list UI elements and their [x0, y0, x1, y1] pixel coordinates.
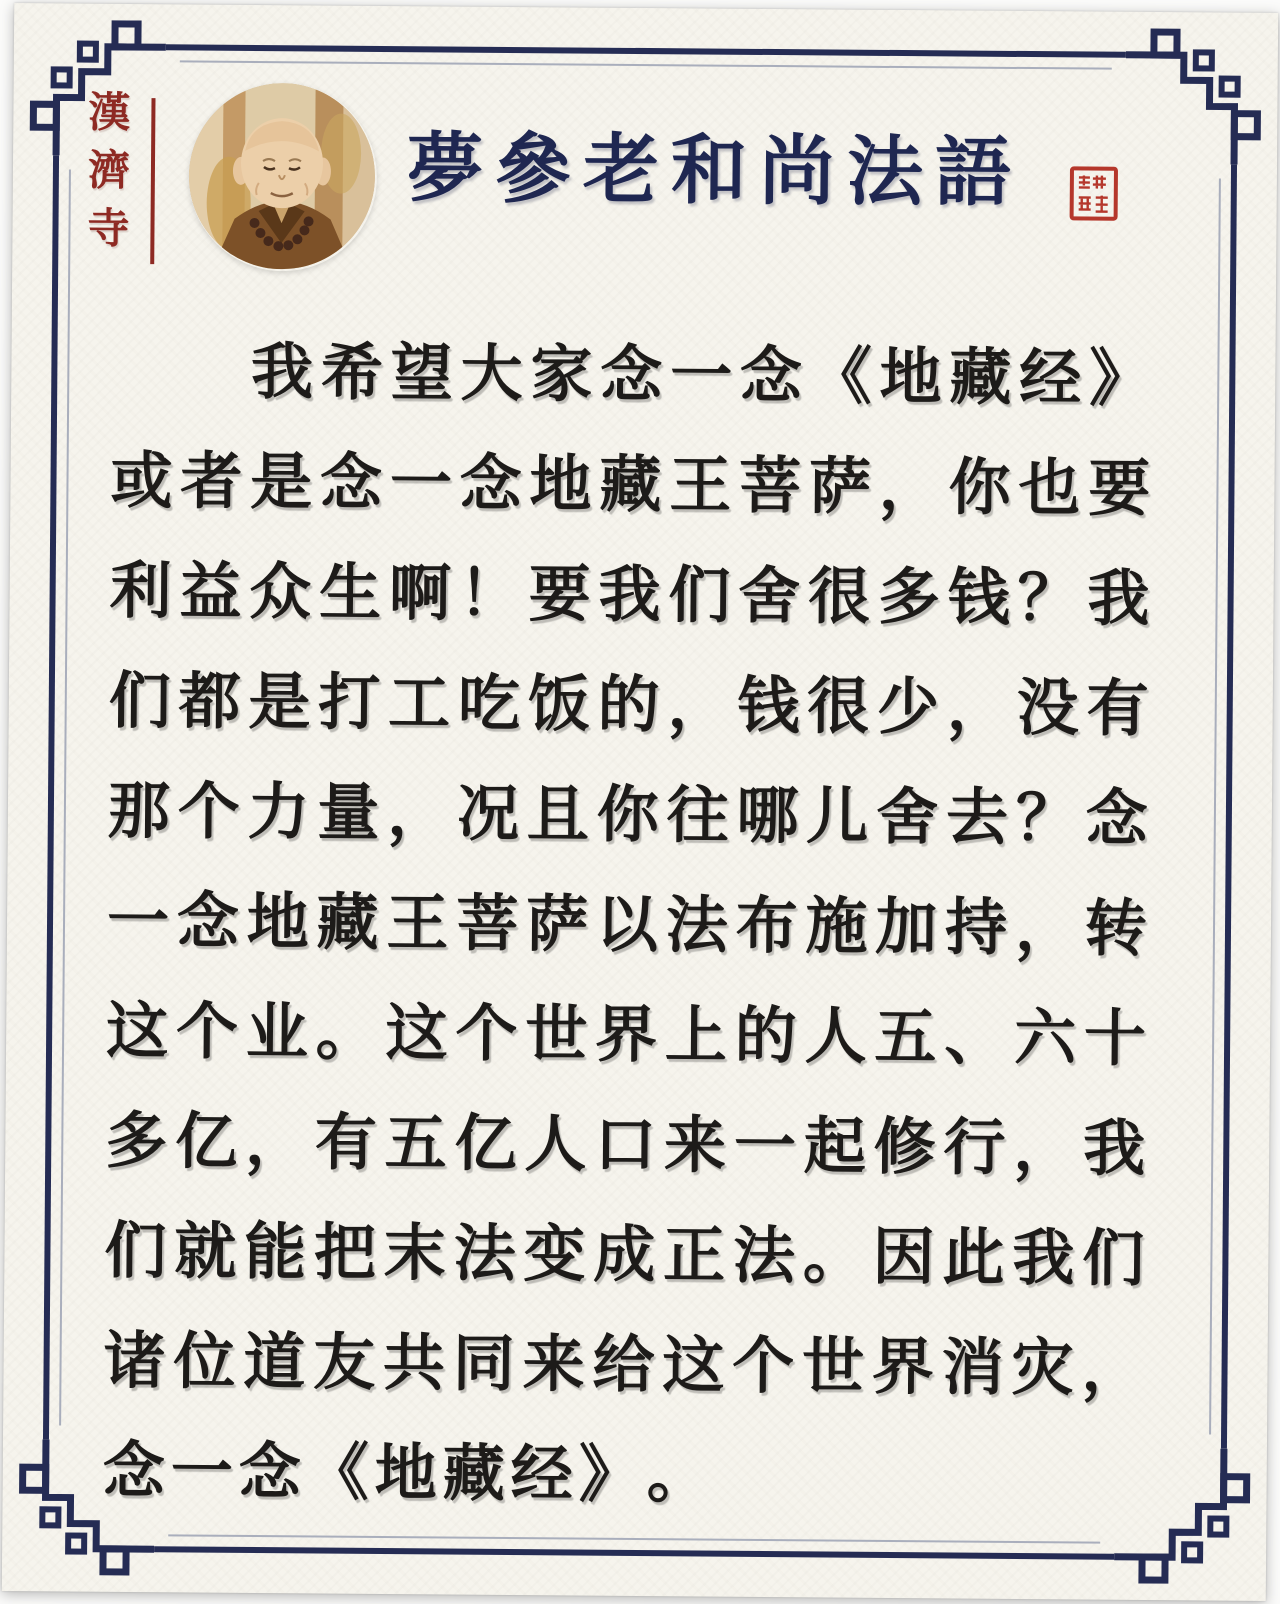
inner-line-bottom — [168, 1534, 1100, 1543]
inner-line-left — [59, 169, 71, 1425]
frame-line-right — [1221, 165, 1237, 1449]
poster-title: 夢參老和尚法語 — [406, 123, 1024, 217]
red-seal-stamp-icon — [1069, 165, 1119, 221]
text-line: 们 就 能 把 末 法 变 成 正 法 。 因 此 我 们 — [104, 1213, 1145, 1295]
text-line: 念 一 念 《 地 藏 经 》 。 — [102, 1433, 710, 1512]
text-line: 一 念 地 藏 王 菩 萨 以 法 布 施 加 持 ， 转 — [106, 883, 1148, 965]
text-line: 们 都 是 打 工 吃 饭 的 ， 钱 很 少 ， 没 有 — [108, 663, 1149, 745]
text-line: 利 益 众 生 啊 ！ 要 我 们 舍 很 多 钱 ？ 我 — [109, 553, 1150, 635]
frame-line-top — [166, 44, 1126, 58]
text-line: 这 个 业 。 这 个 世 界 上 的 人 五 、 六 十 — [105, 993, 1147, 1075]
monk-portrait-illustration — [188, 82, 375, 269]
frame-line-bottom — [154, 1546, 1114, 1560]
fret-corner-icon — [1125, 12, 1278, 165]
text-line: 或 者 是 念 一 念 地 藏 王 菩 萨 ， 你 也 要 — [110, 443, 1151, 525]
text-line: 那 个 力 量 ， 况 且 你 往 哪 儿 舍 去 ？ 念 — [107, 773, 1149, 855]
body-text — [102, 316, 1151, 1534]
poster-paper — [2, 3, 1278, 1601]
temple-name-divider — [150, 98, 155, 264]
monk-portrait-photo — [188, 82, 377, 271]
inner-line-top — [180, 60, 1112, 69]
text-line: 诸 位 道 友 共 同 来 给 这 个 世 界 消 灾 ， — [103, 1323, 1144, 1405]
frame-line-left — [43, 155, 59, 1439]
text-line: 多 亿 ， 有 五 亿 人 口 来 一 起 修 行 ， 我 — [105, 1103, 1146, 1185]
text-line: 我 希 望 大 家 念 一 念 《 地 藏 经 》 — [250, 334, 1152, 416]
temple-name: 漢濟寺 — [81, 89, 132, 264]
inner-line-right — [1209, 179, 1221, 1435]
